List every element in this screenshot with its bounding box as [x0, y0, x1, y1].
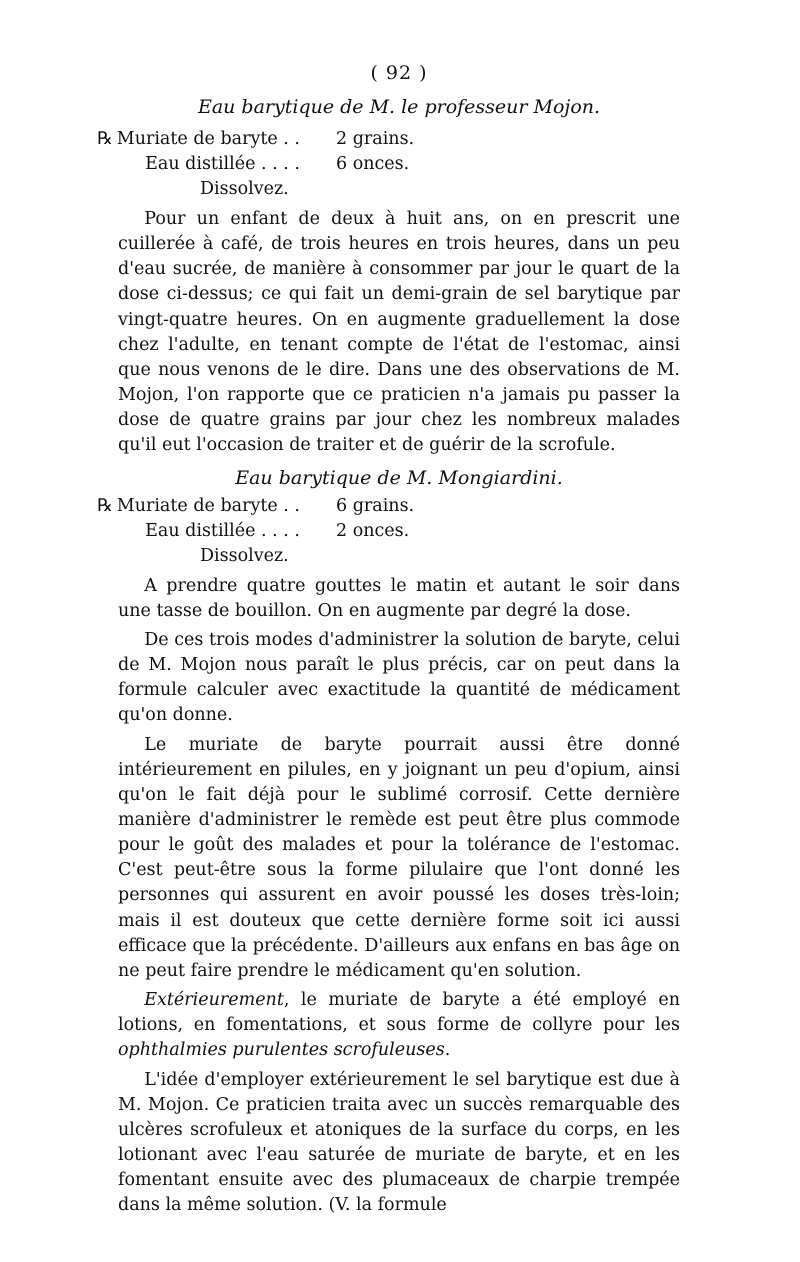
ingredient-name: Muriate de baryte — [116, 129, 278, 149]
leader-dots: . . — [283, 495, 300, 516]
text-column — [97, 58, 680, 1218]
ingredient-line — [118, 519, 680, 544]
emphasis-lead: Extérieurement — [144, 990, 284, 1011]
paragraph-text: , le muriate de baryte a été employé en lotions, en fomentations, et sous forme de collyre pour les — [118, 990, 680, 1036]
paragraph: A prendre quatre gouttes le matin et autant le soir dans une tasse de bouillon. On en augmente par degré la dose. — [118, 575, 680, 621]
emphasis-term: ophthalmies purulentes scrofuleuses — [118, 1040, 445, 1061]
paragraph: Pour un enfant de deux à huit ans, on en prescrit une cuillerée à café, de trois heures en trois heures, dans un peu d'eau sucrée, de manière à consommer par jour le quart de la dose ci-dessus; ce qui fait un demi-grain de sel barytique par vingt-quatre heures. On en augmente graduellement la dose chez l'adulte, en tenant compte de l'état de l'estomac, ainsi que nous venons de le dire. Dans une des observations de M. Mojon, l'on rapporte que ce praticien n'a jamais pu passer la dose de quatre grains par jour chez les nombreux malades qu'il eut l'occasion de traiter et de guérir de la scrofule. — [118, 209, 680, 456]
ingredient-quantity: 6 grains. — [336, 495, 415, 516]
paragraph: De ces trois modes d'administrer la solution de baryte, celui de M. Mojon nous paraît le plus précis, car on peut dans la formule calculer avec exactitude la quantité de médicament qu'on donne. — [118, 629, 680, 726]
leader-dots: . . — [283, 129, 300, 149]
recipe-instruction: Dissolvez. — [200, 545, 289, 566]
ingredient-quantity: 6 onces. — [336, 154, 410, 174]
paragraph: Le muriate de baryte pourrait aussi être donné intérieurement en pilules, en y joignant un peu d'opium, ainsi qu'on le fait déjà pour le sublimé corrosif. Cette dernière manière d'administrer le remède est peut être plus commode pour le goût des malades et pour la tolérance de l'estomac. C'est peut-être sous la forme pilulaire que l'ont donné les personnes qui assurent en avoir poussé les doses très-loin; mais il est douteux que cette dernière forme soit ici aussi efficace que la précédente. D'ailleurs aux enfans en bas âge on ne peut faire prendre le médicament qu'en solution. — [118, 734, 680, 981]
ingredient-quantity: 2 grains. — [336, 129, 415, 149]
recipe-mongiardini — [97, 463, 680, 569]
recipe-symbol-icon: ℞ — [97, 495, 113, 516]
leader-dots: . . . . — [261, 154, 300, 174]
paragraph — [118, 988, 680, 1063]
ingredient-name: Eau distillée — [145, 520, 256, 541]
recipe-title: Eau barytique de M. Mongiardini. — [235, 466, 563, 489]
recipe-symbol-icon: ℞ — [97, 129, 113, 149]
leader-dots: . . . . — [261, 520, 300, 541]
ingredient-line — [97, 494, 680, 519]
ingredient-line — [97, 127, 680, 152]
paragraph-text: . — [444, 1040, 451, 1061]
ingredient-line — [118, 152, 680, 177]
recipe-title: Eau barytique de M. le professeur Mojon. — [197, 96, 601, 118]
page-number: ( 92 ) — [370, 62, 428, 84]
paragraph: L'idée d'employer extérieurement le sel barytique est due à M. Mojon. Ce praticien traita avec un succès remarquable des ulcères scrofuleux et atoniques de la surface du corps, en les lotionant avec l'eau saturée de muriate de baryte, et en les fomentant ensuite avec des plumaceaux de charpie trempée dans la même solution. (V. la formule — [118, 1069, 680, 1216]
recipe-instruction: Dissolvez. — [200, 179, 289, 199]
recipe-mojon — [97, 92, 680, 202]
ingredient-name: Eau distillée — [145, 154, 256, 174]
ingredient-name: Muriate de baryte — [116, 495, 278, 516]
ingredient-quantity: 2 onces. — [336, 520, 410, 541]
